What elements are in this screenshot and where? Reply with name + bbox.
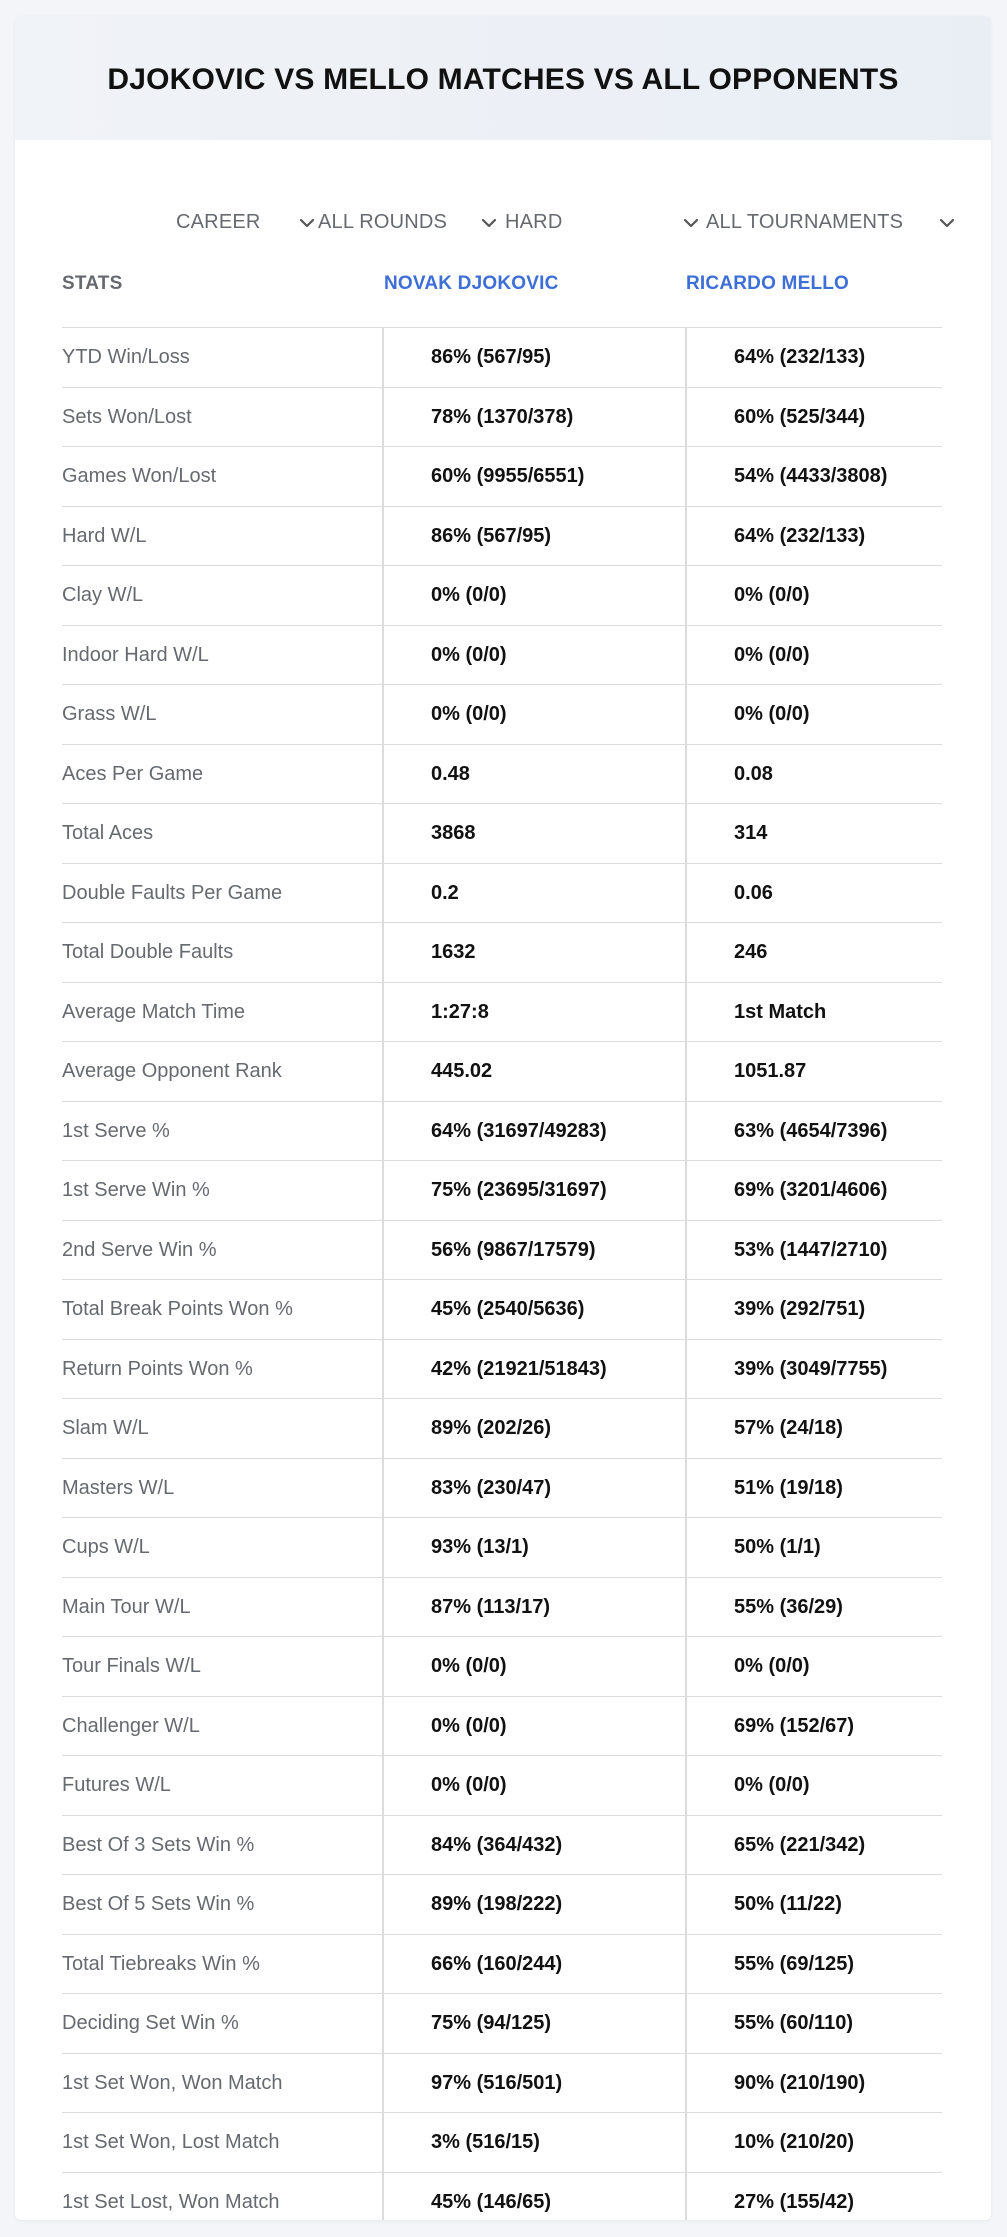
stat-label: Average Opponent Rank <box>62 1060 282 1082</box>
table-row <box>62 2054 942 2114</box>
table-row <box>62 1816 942 1876</box>
player1-value: 56% (9867/17579) <box>431 1238 596 1261</box>
table-row <box>62 923 942 983</box>
player2-value: 0% (0/0) <box>734 584 810 606</box>
player2-value: 1051.87 <box>734 1060 807 1082</box>
player1-value: 0.48 <box>431 762 470 785</box>
stat-label: 1st Serve % <box>62 1119 170 1142</box>
table-row <box>62 566 942 626</box>
player1-value: 64% (31697/49283) <box>431 1119 607 1142</box>
stat-label: Total Tiebreaks Win % <box>62 1952 260 1975</box>
table-row <box>62 983 942 1043</box>
player2-value: 0% (0/0) <box>734 643 810 666</box>
stat-label: Best Of 5 Sets Win % <box>62 1893 255 1915</box>
table-row <box>62 1756 942 1816</box>
table-body <box>62 328 942 2220</box>
player2-value: 50% (1/1) <box>734 1536 821 1558</box>
table-row <box>62 1221 942 1281</box>
player1-value: 0.2 <box>431 881 459 904</box>
stat-label: Total Double Faults <box>62 941 234 963</box>
player1-value: 60% (9955/6551) <box>431 465 585 487</box>
player1-value: 89% (198/222) <box>431 1893 563 1915</box>
player2-value: 69% (152/67) <box>734 1714 855 1737</box>
table-row <box>62 328 942 388</box>
player1-value: 75% (23695/31697) <box>431 1179 607 1201</box>
player1-value: 0% (0/0) <box>431 1655 507 1677</box>
stat-label: Total Aces <box>62 822 154 844</box>
player2-value: 39% (3049/7755) <box>734 1357 888 1380</box>
player2-value: 55% (36/29) <box>734 1595 843 1618</box>
stats-column-header: STATS <box>62 273 123 294</box>
player2-value: 0% (0/0) <box>734 1774 810 1796</box>
stat-label: Tour Finals W/L <box>62 1655 201 1677</box>
table-row <box>62 1578 942 1638</box>
table-row <box>62 1161 942 1221</box>
player1-value: 45% (146/65) <box>431 2190 552 2213</box>
table-row <box>62 1637 942 1697</box>
player2-value: 51% (19/18) <box>734 1476 843 1499</box>
player1-value: 66% (160/244) <box>431 1952 563 1975</box>
player1-value: 3868 <box>431 822 476 844</box>
card-header <box>15 16 991 140</box>
player1-value: 86% (567/95) <box>431 346 552 368</box>
player1-value: 3% (516/15) <box>431 2131 540 2153</box>
player2-value: 54% (4433/3808) <box>734 465 888 487</box>
stat-label: Hard W/L <box>62 524 147 547</box>
stat-label: Double Faults Per Game <box>62 881 283 904</box>
period-select-value: CAREER <box>176 210 261 233</box>
stat-label: Sets Won/Lost <box>62 405 192 428</box>
page-title: DJOKOVIC VS MELLO MATCHES VS ALL OPPONENTS <box>107 63 899 96</box>
table-row <box>62 507 942 567</box>
player2-value: 39% (292/751) <box>734 1298 866 1320</box>
table-row <box>62 447 942 507</box>
player1-value: 1:27:8 <box>431 1000 489 1023</box>
player1-value: 93% (13/1) <box>431 1536 529 1558</box>
player2-value: 0.06 <box>734 881 773 904</box>
player1-value: 86% (567/95) <box>431 524 552 547</box>
player1-value: 45% (2540/5636) <box>431 1298 585 1320</box>
player2-value: 60% (525/344) <box>734 405 866 428</box>
stat-label: Total Break Points Won % <box>62 1298 293 1320</box>
stat-label: Average Match Time <box>62 1000 246 1023</box>
player2-value: 27% (155/42) <box>734 2190 855 2213</box>
tournaments-select-value: ALL TOURNAMENTS <box>706 210 904 233</box>
table-row <box>62 1518 942 1578</box>
player2-value: 63% (4654/7396) <box>734 1119 888 1142</box>
player2-value: 64% (232/133) <box>734 524 866 547</box>
player2-value: 90% (210/190) <box>734 2071 866 2094</box>
tournaments-select[interactable] <box>706 192 956 252</box>
table-row <box>62 2173 942 2221</box>
stat-label: Challenger W/L <box>62 1714 200 1737</box>
column-divider <box>382 327 384 2220</box>
player1-value: 42% (21921/51843) <box>431 1357 607 1380</box>
table-row <box>62 626 942 686</box>
table-row <box>62 388 942 448</box>
player2-value: 64% (232/133) <box>734 346 866 368</box>
table-row <box>62 2113 942 2173</box>
stat-label: Aces Per Game <box>62 762 204 785</box>
player2-value: 314 <box>734 822 768 844</box>
player2-value: 65% (221/342) <box>734 1833 866 1856</box>
table-row <box>62 1102 942 1162</box>
player2-value: 53% (1447/2710) <box>734 1238 888 1261</box>
player2-column-header[interactable]: RICARDO MELLO <box>686 273 850 294</box>
stat-label: 1st Set Lost, Won Match <box>62 2190 280 2213</box>
stat-label: 2nd Serve Win % <box>62 1238 217 1261</box>
rounds-select[interactable] <box>318 192 498 252</box>
stat-label: Masters W/L <box>62 1476 175 1499</box>
stat-label: YTD Win/Loss <box>62 346 190 368</box>
stat-label: Best Of 3 Sets Win % <box>62 1833 255 1856</box>
filter-bar <box>15 192 991 252</box>
player1-value: 445.02 <box>431 1060 493 1082</box>
player1-value: 75% (94/125) <box>431 2012 552 2034</box>
stat-label: Return Points Won % <box>62 1357 253 1380</box>
player1-value: 97% (516/501) <box>431 2071 563 2094</box>
player2-value: 55% (60/110) <box>734 2012 853 2034</box>
player2-value: 50% (11/22) <box>734 1893 842 1915</box>
stats-table <box>62 254 942 2220</box>
table-row <box>62 745 942 805</box>
column-divider <box>685 327 687 2220</box>
player2-value: 1st Match <box>734 1000 827 1023</box>
stat-label: 1st Set Won, Won Match <box>62 2071 283 2094</box>
table-row <box>62 1935 942 1995</box>
stat-label: 1st Set Won, Lost Match <box>62 2131 280 2153</box>
player2-value: 57% (24/18) <box>734 1417 843 1439</box>
player1-value: 87% (113/17) <box>431 1595 550 1618</box>
table-row <box>62 1994 942 2054</box>
surface-select-value: HARD <box>505 210 563 233</box>
stat-label: Cups W/L <box>62 1536 150 1558</box>
stat-label: Main Tour W/L <box>62 1595 191 1618</box>
player1-value: 89% (202/26) <box>431 1417 552 1439</box>
stats-card <box>15 16 991 2220</box>
player2-value: 246 <box>734 941 768 963</box>
player2-value: 69% (3201/4606) <box>734 1179 888 1201</box>
player1-value: 0% (0/0) <box>431 1714 507 1737</box>
player1-value: 0% (0/0) <box>431 584 507 606</box>
stat-label: Futures W/L <box>62 1774 171 1796</box>
player1-value: 78% (1370/378) <box>431 405 574 428</box>
stat-label: Deciding Set Win % <box>62 2012 239 2034</box>
player1-value: 84% (364/432) <box>431 1833 563 1856</box>
player1-column-header[interactable]: NOVAK DJOKOVIC <box>384 273 559 294</box>
player1-value: 0% (0/0) <box>431 703 507 725</box>
chevron-down-icon <box>682 214 700 232</box>
player2-value: 0.08 <box>734 762 773 785</box>
chevron-down-icon <box>480 214 498 232</box>
stat-label: 1st Serve Win % <box>62 1179 210 1201</box>
table-row <box>62 685 942 745</box>
stat-label: Grass W/L <box>62 703 157 725</box>
table-row <box>62 1697 942 1757</box>
table-row <box>62 864 942 924</box>
rounds-select-value: ALL ROUNDS <box>318 210 448 233</box>
stat-label: Indoor Hard W/L <box>62 643 209 666</box>
table-row <box>62 804 942 864</box>
table-header <box>62 254 942 328</box>
period-select[interactable] <box>176 192 316 252</box>
player1-value: 0% (0/0) <box>431 1774 507 1796</box>
chevron-down-icon <box>298 214 316 232</box>
stat-label: Clay W/L <box>62 584 144 606</box>
player1-value: 83% (230/47) <box>431 1476 552 1499</box>
player1-value: 0% (0/0) <box>431 643 507 666</box>
table-row <box>62 1340 942 1400</box>
chevron-down-icon <box>938 214 956 232</box>
stat-label: Slam W/L <box>62 1417 149 1439</box>
table-row <box>62 1399 942 1459</box>
player2-value: 0% (0/0) <box>734 1655 810 1677</box>
player2-value: 10% (210/20) <box>734 2131 855 2153</box>
player2-value: 55% (69/125) <box>734 1952 855 1975</box>
table-row <box>62 1875 942 1935</box>
table-row <box>62 1280 942 1340</box>
player2-value: 0% (0/0) <box>734 703 810 725</box>
player1-value: 1632 <box>431 941 476 963</box>
table-row <box>62 1459 942 1519</box>
stat-label: Games Won/Lost <box>62 465 217 487</box>
surface-select[interactable] <box>505 192 700 252</box>
table-row <box>62 1042 942 1102</box>
